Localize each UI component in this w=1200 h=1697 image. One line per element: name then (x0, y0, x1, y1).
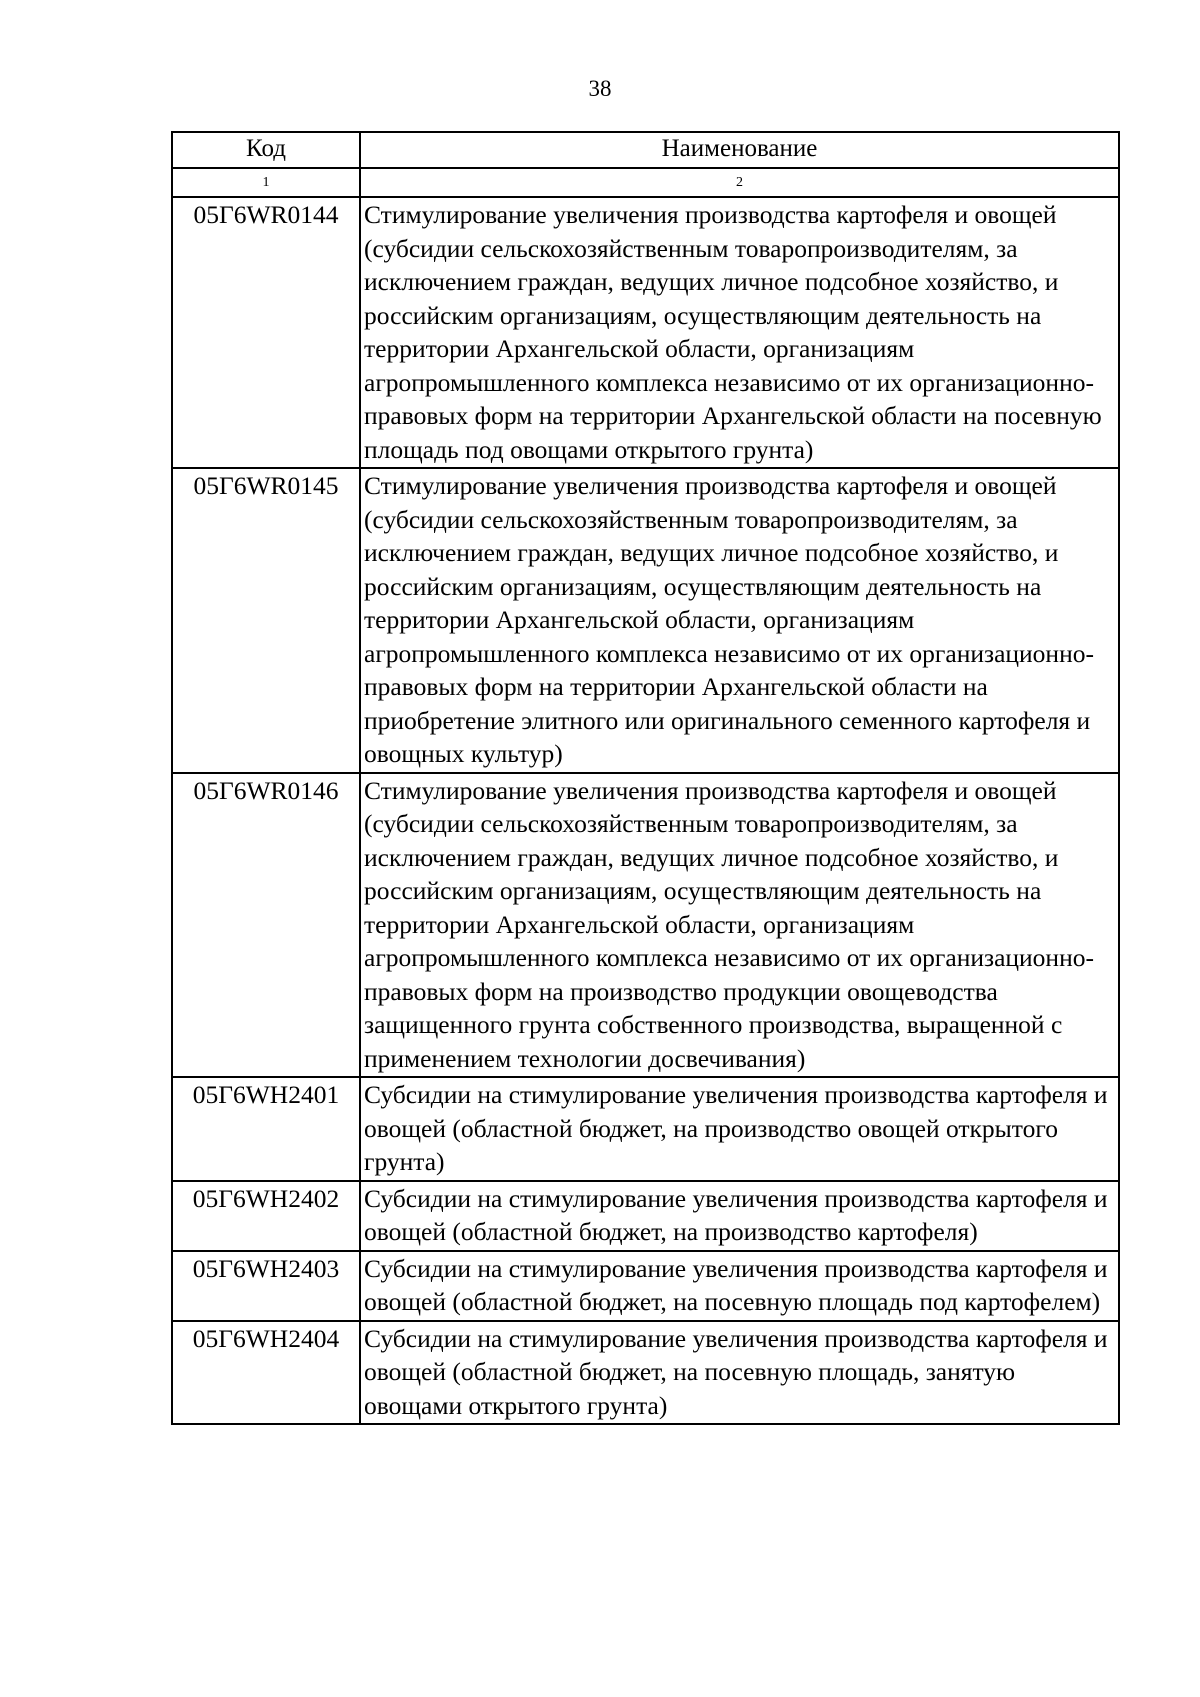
row-name: Стимулирование увеличения производства картофеля и овощей (субсидии сельскохозяйственным товаропроизводителям, за исключением граждан, ведущих личное подсобное хозяйство, и российским организациям, осуществляющим деятельность на территории Архангельской области, организациям агропромышленного комплекса независимо от их организационно-правовых форм на территории Архангельской области на приобретение элитного или оригинального семенного картофеля и овощных культур) (360, 468, 1119, 773)
row-code: 05Г6WH2403 (172, 1251, 360, 1321)
page-number: 38 (588, 76, 612, 101)
column-number-row (172, 168, 1119, 197)
row-code: 05Г6WR0146 (172, 773, 360, 1078)
row-code: 05Г6WR0144 (172, 197, 360, 468)
row-name: Субсидии на стимулирование увеличения производства картофеля и овощей (областной бюджет, на производство овощей открытого грунта) (360, 1077, 1119, 1181)
table-row (172, 1321, 1119, 1425)
column-number-2: 2 (360, 168, 1119, 197)
budget-code-table (171, 131, 1120, 1425)
row-code: 05Г6WH2402 (172, 1181, 360, 1251)
row-name: Субсидии на стимулирование увеличения производства картофеля и овощей (областной бюджет, на посевную площадь под картофелем) (360, 1251, 1119, 1321)
table-row (172, 1251, 1119, 1321)
header-code: Код (172, 132, 360, 168)
row-name: Стимулирование увеличения производства картофеля и овощей (субсидии сельскохозяйственным товаропроизводителям, за исключением граждан, ведущих личное подсобное хозяйство, и российским организациям, осуществляющим деятельность на территории Архангельской области, организациям агропромышленного комплекса независимо от их организационно-правовых форм на производство продукции овощеводства защищенного грунта собственного производства, выращенной с применением технологии досвечивания) (360, 773, 1119, 1078)
row-code: 05Г6WH2401 (172, 1077, 360, 1181)
table-row (172, 468, 1119, 773)
table-row (172, 1181, 1119, 1251)
row-code: 05Г6WH2404 (172, 1321, 360, 1425)
row-code: 05Г6WR0145 (172, 468, 360, 773)
row-name: Субсидии на стимулирование увеличения производства картофеля и овощей (областной бюджет, на посевную площадь, занятую овощами открытого грунта) (360, 1321, 1119, 1425)
column-number-1: 1 (172, 168, 360, 197)
table-row (172, 773, 1119, 1078)
table-header-row (172, 132, 1119, 168)
row-name: Субсидии на стимулирование увеличения производства картофеля и овощей (областной бюджет, на производство картофеля) (360, 1181, 1119, 1251)
row-name: Стимулирование увеличения производства картофеля и овощей (субсидии сельскохозяйственным товаропроизводителям, за исключением граждан, ведущих личное подсобное хозяйство, и российским организациям, осуществляющим деятельность на территории Архангельской области, организациям агропромышленного комплекса независимо от их организационно-правовых форм на территории Архангельской области на посевную площадь под овощами открытого грунта) (360, 197, 1119, 468)
header-name: Наименование (360, 132, 1119, 168)
table-row (172, 1077, 1119, 1181)
table-row (172, 197, 1119, 468)
